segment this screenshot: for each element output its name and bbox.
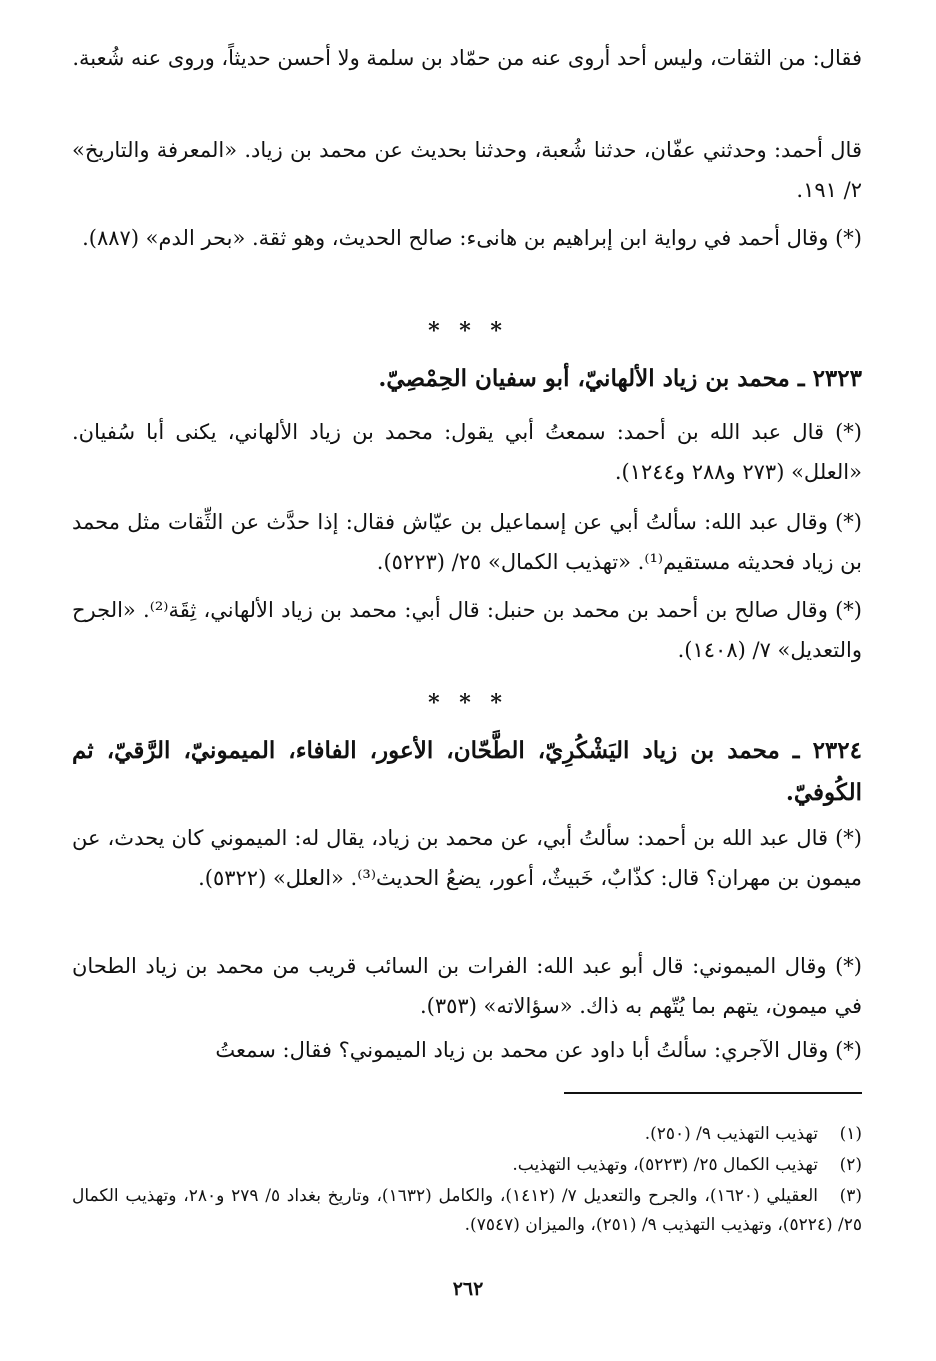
entry-heading-2324: ٢٣٢٤ ـ محمد بن زياد اليَشْكُرِيّ، الطَّحّان، الأعور، الفافاء، الميمونيّ، الرَّقيّ، ثم الكُوفيّ. bbox=[72, 737, 862, 806]
footnote-number: (٣) bbox=[839, 1186, 862, 1206]
paragraph: (*) وقال الآجري: سألتُ أبا داود عن محمد بن زياد الميموني؟ فقال: سمعتُ bbox=[215, 1038, 862, 1062]
footnote bbox=[72, 1120, 862, 1149]
paragraph: (*) قال عبد الله بن أحمد: سألتُ أبي، عن محمد بن زياد، يقال له: الميموني كان يحدث، عن ميمون بن مهران؟ قال: كذّابٌ، خَبيثٌ، أعور، يضعُ الحديث⁽³⁾. «العلل» (٥٣٢٢). bbox=[72, 826, 862, 890]
page-number: ٢٦٢ bbox=[452, 1278, 484, 1300]
paragraph: (*) وقال أحمد في رواية ابن إبراهيم بن هانىء: صالح الحديث، وهو ثقة. «بحر الدم» (٨٨٧). bbox=[82, 226, 862, 250]
paragraph: (*) قال عبد الله بن أحمد: سمعتُ أبي يقول: محمد بن زياد الألهاني، يكنى أبا سُفيان. «العلل» (٢٧٣ و٢٨٨ و١٢٤٤). bbox=[72, 420, 862, 484]
footnote bbox=[72, 1182, 862, 1240]
footnote-text: العقيلي (١٦٢٠)، والجرح والتعديل ٧/ (١٤١٢)، والكامل (١٦٣٢)، وتاريخ بغداد ٥/ ٢٧٩ و٢٨٠، وتهذيب الكمال ٢٥/ (٥٢٢٤)، وتهذيب التهذيب ٩/ (٢٥١)، والميزان (٧٥٤٧). bbox=[72, 1186, 862, 1235]
section-separator: * * * bbox=[428, 318, 508, 344]
paragraph: قال أحمد: وحدثني عفّان، حدثنا شُعبة، وحدثنا بحديث عن محمد بن زياد. «المعرفة والتاريخ» ٢/ ١٩١. bbox=[72, 138, 862, 202]
footnote-number: (١) bbox=[839, 1124, 862, 1144]
footnote-text: تهذيب الكمال ٢٥/ (٥٢٢٣)، وتهذيب التهذيب. bbox=[512, 1155, 818, 1175]
paragraph: (*) وقال الميموني: قال أبو عبد الله: الفرات بن السائب قريب من محمد بن زياد الطحان في ميمون، يتهم بما يُتّهم به ذاك. «سؤالاته» (٣٥٣). bbox=[72, 954, 862, 1018]
section-separator: * * * bbox=[428, 690, 508, 716]
footnote bbox=[72, 1151, 862, 1180]
footnote-text: تهذيب التهذيب ٩/ (٢٥٠). bbox=[644, 1124, 818, 1144]
entry-heading-2323: ٢٣٢٣ ـ محمد بن زياد الألهانيّ، أبو سفيان الحِمْصِيّ. bbox=[378, 365, 862, 392]
paragraph: فقال: من الثقات، وليس أحد أروى عنه من حمّاد بن سلمة ولا أحسن حديثاً، وروى عنه شُعبة. bbox=[72, 46, 862, 70]
paragraph: (*) وقال عبد الله: سألتُ أبي عن إسماعيل بن عيّاش فقال: إذا حدَّث عن الثِّقات مثل محمد بن زياد فحديثه مستقيم⁽¹⁾. «تهذيب الكمال» ٢٥/ (٥٢٢٣). bbox=[72, 510, 862, 574]
paragraph: (*) وقال صالح بن أحمد بن محمد بن حنبل: قال أبي: محمد بن زياد الألهاني، ثِقَة⁽²⁾. «الجرح والتعديل» ٧/ (١٤٠٨). bbox=[72, 598, 862, 662]
footnote-divider bbox=[564, 1092, 862, 1094]
footnote-number: (٢) bbox=[839, 1155, 862, 1175]
